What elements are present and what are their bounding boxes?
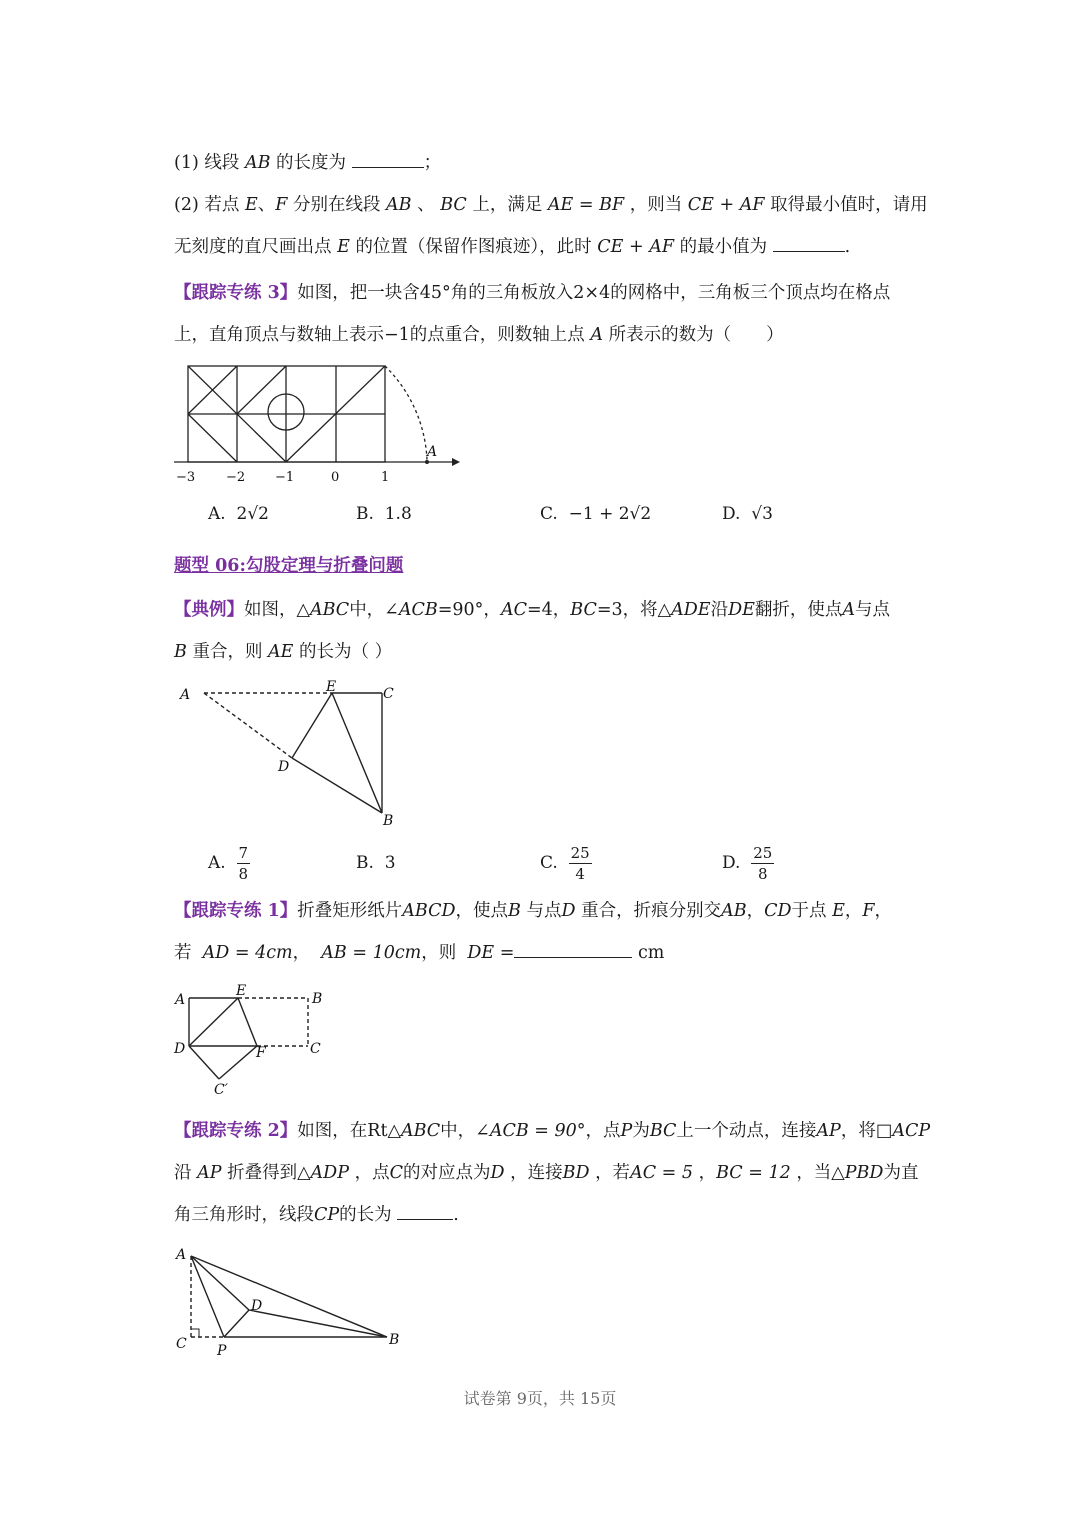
option-b[interactable] (356, 853, 396, 873)
var: BD (562, 1163, 590, 1183)
numerator: 25 (753, 844, 773, 862)
tick-label: −3 (176, 470, 196, 485)
var: AB (721, 901, 747, 921)
text: 重合，折痕分别交 (581, 901, 722, 921)
var: BC = 12 (716, 1163, 791, 1183)
var: D (490, 1163, 505, 1183)
option-c[interactable] (540, 504, 651, 524)
var: BC (440, 195, 467, 215)
text: 若 (174, 943, 192, 963)
text: ，则当 (629, 195, 683, 215)
fraction (569, 843, 592, 884)
question-part-1 (174, 151, 441, 175)
text: ； (423, 153, 442, 173)
text: 的位置（保留作图痕迹），此时 (355, 237, 592, 257)
var: A (590, 325, 604, 345)
var: AP (197, 1163, 222, 1183)
text: 上，满足 (472, 195, 543, 215)
var: ABC (309, 600, 350, 620)
tick-label: −2 (226, 470, 246, 485)
option-label: A. (208, 504, 226, 524)
option-label: B. (356, 853, 374, 873)
option-a[interactable] (208, 843, 250, 884)
text: 无刻度的直尺画出点 (174, 237, 332, 257)
text: ，点 (354, 1163, 390, 1183)
track1-line-2 (174, 941, 664, 965)
fraction (237, 843, 251, 884)
text: 为直 (883, 1163, 919, 1183)
var: ADE (671, 600, 711, 620)
text: 翻折，使点 (754, 600, 843, 620)
track3-line-1 (174, 281, 890, 305)
var: AC (500, 600, 527, 620)
text: ， (874, 901, 893, 921)
text: 如图，在Rt△ (297, 1121, 401, 1141)
text: 的对应点为 (402, 1163, 491, 1183)
text: (1) 线段 (174, 153, 240, 173)
text: ， (844, 901, 863, 921)
text: 、 (257, 195, 276, 215)
text: ，若 (595, 1163, 631, 1183)
answer-blank[interactable] (352, 151, 424, 168)
label-d: D (174, 1041, 186, 1057)
text: =4， (526, 600, 571, 620)
denominator: 8 (758, 865, 768, 883)
numerator: 25 (570, 844, 590, 862)
var: E (832, 901, 845, 921)
var: E (244, 195, 258, 215)
option-value: √3 (751, 504, 773, 524)
option-label: B. (356, 504, 374, 524)
text: =3，将△ (596, 600, 672, 620)
var: CD (764, 901, 792, 921)
track2-tag: 【跟踪专练 2】 (174, 1121, 298, 1141)
text: 如图，△ (244, 600, 310, 620)
label-c: C (176, 1336, 187, 1352)
text: ，则 (421, 943, 457, 963)
var: ACB = 90° (489, 1121, 586, 1141)
tick-label: 0 (331, 470, 340, 485)
option-d[interactable] (722, 504, 773, 524)
label-d: D (251, 1298, 263, 1314)
var: ADP (310, 1163, 349, 1183)
fraction (751, 843, 774, 884)
text: 为 (632, 1121, 650, 1141)
var: B (174, 642, 187, 662)
label-e: E (326, 679, 337, 695)
track2-line-3 (174, 1203, 459, 1227)
var-ab: AB (244, 153, 271, 173)
var: ACP (892, 1121, 931, 1141)
text: 折叠矩形纸片 (297, 901, 403, 921)
var: BC (649, 1121, 677, 1141)
track3-line-2 (174, 323, 784, 347)
label-c: C (383, 686, 394, 702)
option-label: C. (540, 853, 558, 873)
text: 于点 (791, 901, 827, 921)
text: 取得最小值时，请用 (770, 195, 928, 215)
text: . (453, 1205, 459, 1225)
var: C (389, 1163, 403, 1183)
label-b: B (389, 1332, 400, 1348)
text: 与点 (526, 901, 562, 921)
answer-blank[interactable] (773, 235, 845, 252)
text: =90°， (437, 600, 501, 620)
text: ， (746, 901, 765, 921)
label-d: D (278, 759, 290, 775)
point-a-label: A (427, 444, 438, 460)
numerator: 7 (238, 844, 249, 862)
var: P (620, 1121, 633, 1141)
text: 如图，把一块含45°角的三角板放入2×4的网格中，三角板三个顶点均在格点 (297, 283, 891, 303)
text: . (844, 237, 851, 257)
text: 的长为 (339, 1205, 392, 1225)
example-line-2 (174, 640, 392, 664)
text: ，将 (840, 1121, 876, 1141)
option-label: D. (722, 853, 741, 873)
var: F (275, 195, 288, 215)
var: CE + AF (687, 195, 765, 215)
denominator: 8 (238, 865, 249, 883)
label-a: A (176, 1247, 187, 1263)
label-a: A (180, 687, 191, 703)
label-b: B (312, 991, 323, 1007)
var: BC (570, 600, 597, 620)
text: 的长度为 (276, 153, 347, 173)
text: 沿 (710, 600, 729, 620)
text: 上一个动点，连接 (676, 1121, 817, 1141)
box-symbol: □ (875, 1121, 893, 1141)
var: ABC (400, 1121, 441, 1141)
label-e: E (236, 983, 247, 999)
var: AC = 5 (630, 1163, 694, 1183)
option-value: 3 (384, 853, 396, 873)
track2-line-2 (174, 1161, 918, 1185)
option-a[interactable] (208, 504, 269, 524)
label-c: C (310, 1041, 321, 1057)
track1-line-1 (174, 899, 892, 923)
text: ， (698, 1163, 717, 1183)
var: CP (314, 1205, 340, 1225)
tick-label: 1 (381, 470, 390, 485)
text: 上，直角顶点与数轴上表示−1的点重合，则数轴上点 (174, 325, 585, 345)
var: A (842, 600, 856, 620)
var: ABCD (402, 901, 456, 921)
label-f: F (256, 1045, 266, 1061)
answer-blank[interactable] (514, 941, 632, 958)
example-tag: 【典例】 (174, 600, 244, 620)
text: 中，∠ (440, 1121, 490, 1141)
label-a: A (175, 992, 186, 1008)
text: 折叠得到△ (227, 1163, 311, 1183)
var: ACB (398, 600, 438, 620)
text: ， (292, 943, 311, 963)
var: CE + AF (597, 237, 674, 257)
answer-blank[interactable] (397, 1203, 453, 1220)
right-triangle-fold-figure (172, 1240, 412, 1360)
text: ，点 (585, 1121, 621, 1141)
label-p: P (217, 1343, 227, 1359)
rectangle-fold-figure (170, 985, 330, 1097)
text: 所表示的数为（ ） (608, 325, 784, 345)
text: ，当△ (796, 1163, 845, 1183)
var: DE (728, 600, 755, 620)
var: B (508, 901, 521, 921)
text: 沿 (174, 1163, 192, 1183)
question-part-2-line-2 (174, 235, 850, 259)
var: F (862, 901, 875, 921)
track1-tag: 【跟踪专练 1】 (174, 901, 298, 921)
triangle-fold-figure (174, 680, 404, 830)
var: D (561, 901, 576, 921)
var: E (337, 237, 350, 257)
unit: cm (637, 943, 665, 963)
text: 重合，则 (192, 642, 263, 662)
track2-line-1 (174, 1119, 930, 1143)
text: 与点 (855, 600, 891, 620)
text: 分别在线段 (292, 195, 381, 215)
text: ，使点 (455, 901, 509, 921)
label-b: B (383, 813, 394, 829)
page-footer: 试卷第 9页，共 15页 (463, 1389, 617, 1408)
example-line-1 (174, 598, 890, 622)
text: (2) 若点 (174, 195, 240, 215)
option-label: A. (208, 853, 226, 873)
text: ，连接 (510, 1163, 563, 1183)
text: 中，∠ (349, 600, 399, 620)
grid-number-line-figure (174, 360, 464, 490)
text: 、 (417, 195, 435, 215)
text: 的长为（ ） (299, 642, 393, 662)
option-label: C. (540, 504, 558, 524)
tick-label: −1 (275, 470, 295, 485)
track3-tag: 【跟踪专练 3】 (174, 283, 298, 303)
option-c[interactable] (540, 843, 592, 884)
option-value: 1.8 (384, 504, 412, 524)
var: AP (816, 1121, 841, 1141)
text: 角三角形时，线段 (174, 1205, 314, 1225)
var: AE = BF (547, 195, 625, 215)
section-title: 题型 06:勾股定理与折叠问题 (174, 556, 404, 576)
var: AB = 10cm (321, 943, 422, 963)
option-d[interactable] (722, 843, 774, 884)
option-b[interactable] (356, 504, 412, 524)
denominator: 4 (575, 865, 585, 883)
option-value: −1 + 2√2 (568, 504, 652, 524)
option-value: 2√2 (236, 504, 269, 524)
option-label: D. (722, 504, 741, 524)
var: AB (386, 195, 412, 215)
var: AE (268, 642, 294, 662)
var: PBD (844, 1163, 884, 1183)
var: DE = (467, 943, 515, 963)
question-part-2-line-1 (174, 193, 928, 217)
var: AD = 4cm (202, 943, 293, 963)
label-c-prime: C′ (214, 1082, 228, 1098)
text: 的最小值为 (679, 237, 768, 257)
